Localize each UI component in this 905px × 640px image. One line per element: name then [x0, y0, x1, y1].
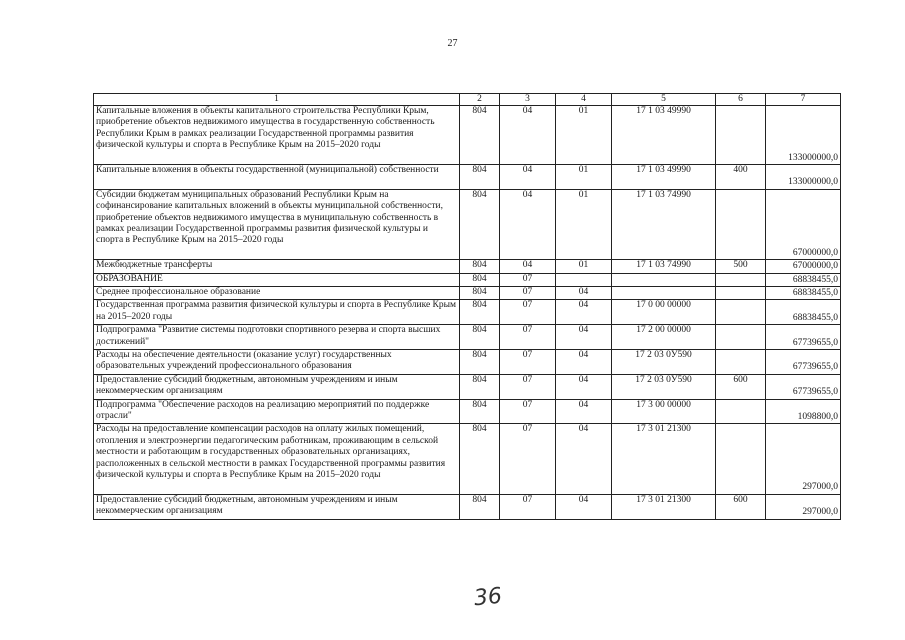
- subsection-code: 04: [556, 374, 612, 399]
- subsection-code: 01: [556, 106, 612, 165]
- target-article-code: 17 3 01 21300: [612, 494, 716, 519]
- expense-type-code: 500: [716, 260, 766, 273]
- target-article-code: 17 2 00 00000: [612, 325, 716, 350]
- subsection-code: 01: [556, 189, 612, 259]
- column-header: 4: [556, 94, 612, 106]
- column-header: 6: [716, 94, 766, 106]
- expense-type-code: [716, 325, 766, 350]
- table-row: [94, 286, 841, 299]
- row-description: Подпрограмма "Развитие системы подготовки спортивного резерва и спорта высших достижений": [94, 325, 460, 350]
- section-code: 07: [500, 399, 556, 424]
- row-description: Предоставление субсидий бюджетным, автономным учреждениям и иным некоммерческим организациям: [94, 494, 460, 519]
- section-code: 07: [500, 325, 556, 350]
- target-article-code: [612, 286, 716, 299]
- ministry-code: 804: [460, 424, 500, 494]
- table-row: [94, 189, 841, 259]
- table-row: [94, 494, 841, 519]
- ministry-code: 804: [460, 494, 500, 519]
- column-header: 3: [500, 94, 556, 106]
- ministry-code: 804: [460, 286, 500, 299]
- row-description: Расходы на обеспечение деятельности (оказание услуг) государственных образовательных учреждений профессионального образования: [94, 349, 460, 374]
- subsection-code: 01: [556, 260, 612, 273]
- table-row: [94, 399, 841, 424]
- ministry-code: 804: [460, 349, 500, 374]
- section-code: 07: [500, 286, 556, 299]
- target-article-code: 17 1 03 49990: [612, 165, 716, 190]
- ministry-code: 804: [460, 374, 500, 399]
- row-description: ОБРАЗОВАНИЕ: [94, 273, 460, 286]
- row-description: Подпрограмма "Обеспечение расходов на реализацию мероприятий по поддержке отрасли": [94, 399, 460, 424]
- section-code: 07: [500, 349, 556, 374]
- expense-type-code: [716, 399, 766, 424]
- expense-type-code: 400: [716, 165, 766, 190]
- table-row: [94, 374, 841, 399]
- amount-cell: 67739655,0: [766, 325, 841, 350]
- expense-type-code: [716, 273, 766, 286]
- subsection-code: 04: [556, 494, 612, 519]
- section-code: 04: [500, 260, 556, 273]
- row-description: Капитальные вложения в объекты государственной (муниципальной) собственности: [94, 165, 460, 190]
- row-description: Предоставление субсидий бюджетным, автономным учреждениям и иным некоммерческим организациям: [94, 374, 460, 399]
- row-description: Межбюджетные трансферты: [94, 260, 460, 273]
- amount-cell: 67739655,0: [766, 374, 841, 399]
- column-header: 5: [612, 94, 716, 106]
- page-number: 27: [447, 38, 458, 49]
- target-article-code: 17 1 03 74990: [612, 260, 716, 273]
- handwritten-page-number: 36: [472, 583, 504, 612]
- column-header: 1: [94, 94, 460, 106]
- ministry-code: 804: [460, 325, 500, 350]
- expense-type-code: [716, 286, 766, 299]
- ministry-code: 804: [460, 399, 500, 424]
- section-code: 07: [500, 494, 556, 519]
- amount-cell: 67000000,0: [766, 189, 841, 259]
- subsection-code: 01: [556, 165, 612, 190]
- amount-cell: 67000000,0: [766, 260, 841, 273]
- table-row: [94, 349, 841, 374]
- expense-type-code: [716, 300, 766, 325]
- table-row: [94, 260, 841, 273]
- expense-type-code: 600: [716, 374, 766, 399]
- target-article-code: 17 0 00 00000: [612, 300, 716, 325]
- table-row: [94, 325, 841, 350]
- amount-cell: 133000000,0: [766, 165, 841, 190]
- row-description: Среднее профессиональное образование: [94, 286, 460, 299]
- subsection-code: 04: [556, 424, 612, 494]
- row-description: Расходы на предоставление компенсации расходов на оплату жилых помещений, отопления и электроэнергии педагогическим работникам, проживающим в сельской местности и работающим в государственных образовательных организациях, расположенных в сельской местности в рамках Государственной программы развития физической культуры и спорта в Республике Крым на 2015–2020 годы: [94, 424, 460, 494]
- ministry-code: 804: [460, 106, 500, 165]
- ministry-code: 804: [460, 260, 500, 273]
- budget-table: [93, 93, 841, 520]
- ministry-code: 804: [460, 189, 500, 259]
- row-description: Субсидии бюджетам муниципальных образований Республики Крым на софинансирование капитальных вложений в объекты муниципальной собственности, приобретение объектов недвижимого имущества в муниципальную собственность в рамках реализации Государственной программы развития физической культуры и спорта в Республике Крым на 2015–2020 годы: [94, 189, 460, 259]
- ministry-code: 804: [460, 273, 500, 286]
- ministry-code: 804: [460, 300, 500, 325]
- amount-cell: 68838455,0: [766, 286, 841, 299]
- subsection-code: 04: [556, 325, 612, 350]
- column-header: 2: [460, 94, 500, 106]
- ministry-code: 804: [460, 165, 500, 190]
- amount-cell: 297000,0: [766, 424, 841, 494]
- section-code: 07: [500, 300, 556, 325]
- header-row: [94, 94, 841, 106]
- target-article-code: 17 1 03 74990: [612, 189, 716, 259]
- amount-cell: 68838455,0: [766, 273, 841, 286]
- subsection-code: 04: [556, 300, 612, 325]
- section-code: 04: [500, 106, 556, 165]
- target-article-code: 17 3 01 21300: [612, 424, 716, 494]
- target-article-code: 17 2 03 0У590: [612, 349, 716, 374]
- table-row: [94, 300, 841, 325]
- row-description: Государственная программа развития физической культуры и спорта в Республике Крым на 2015–2020 годы: [94, 300, 460, 325]
- subsection-code: 04: [556, 399, 612, 424]
- section-code: 04: [500, 189, 556, 259]
- row-description: Капитальные вложения в объекты капитального строительства Республики Крым, приобретение объектов недвижимого имущества в государственную собственность Республики Крым в рамках реализации Государственной программы развития физической культуры и спорта в Республике Крым на 2015–2020 годы: [94, 106, 460, 165]
- expense-type-code: [716, 424, 766, 494]
- table-row: [94, 424, 841, 494]
- section-code: 04: [500, 165, 556, 190]
- section-code: 07: [500, 424, 556, 494]
- expense-type-code: [716, 106, 766, 165]
- expense-type-code: [716, 349, 766, 374]
- subsection-code: [556, 273, 612, 286]
- amount-cell: 68838455,0: [766, 300, 841, 325]
- section-code: 07: [500, 273, 556, 286]
- target-article-code: 17 3 00 00000: [612, 399, 716, 424]
- target-article-code: 17 1 03 49990: [612, 106, 716, 165]
- amount-cell: 133000000,0: [766, 106, 841, 165]
- table-row: [94, 165, 841, 190]
- expense-type-code: 600: [716, 494, 766, 519]
- expense-type-code: [716, 189, 766, 259]
- table-row: [94, 273, 841, 286]
- subsection-code: 04: [556, 349, 612, 374]
- section-code: 07: [500, 374, 556, 399]
- amount-cell: 67739655,0: [766, 349, 841, 374]
- amount-cell: 1098800,0: [766, 399, 841, 424]
- target-article-code: [612, 273, 716, 286]
- table-row: [94, 106, 841, 165]
- table-body: [94, 94, 841, 520]
- amount-cell: 297000,0: [766, 494, 841, 519]
- column-header: 7: [766, 94, 841, 106]
- subsection-code: 04: [556, 286, 612, 299]
- target-article-code: 17 2 03 0У590: [612, 374, 716, 399]
